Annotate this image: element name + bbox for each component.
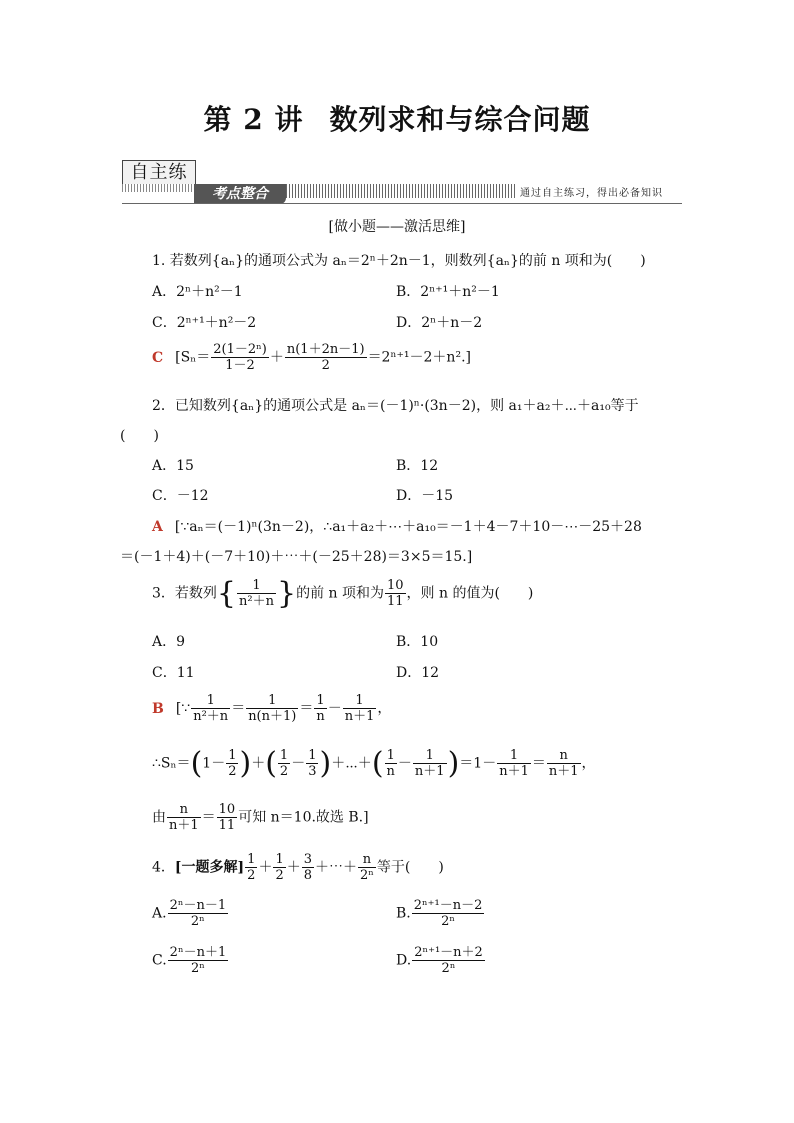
q4-tag: [一题多解] bbox=[174, 859, 245, 876]
q1-solution bbox=[152, 342, 471, 373]
q4-stem-post: 等于( ) bbox=[376, 859, 444, 876]
q4-option-d-num: 2ⁿ⁺¹－n＋2 bbox=[414, 945, 483, 960]
q4-option-a-num: 2ⁿ－n－1 bbox=[169, 898, 227, 913]
q4-frac3-den: 8 bbox=[303, 868, 313, 883]
q3-s2-plus1: ＋ bbox=[251, 755, 266, 772]
q3-s1-minus: － bbox=[327, 700, 342, 717]
q4-frac1-den: 2 bbox=[247, 868, 256, 883]
q4-option-d bbox=[396, 945, 486, 976]
q3-s3-frac2-num: 10 bbox=[218, 802, 236, 817]
q3-s1-eq2: ＝ bbox=[299, 700, 314, 717]
q4-p1: ＋ bbox=[258, 859, 273, 876]
q4-frac1 bbox=[245, 852, 257, 883]
q4-frac4 bbox=[358, 852, 376, 883]
paren-open: ( bbox=[190, 745, 203, 781]
q3-s2-eq: ＝1－ bbox=[459, 755, 497, 772]
right-brace: } bbox=[276, 575, 297, 611]
q2-sol-line1-text: [∵aₙ＝(－1)ⁿ(3n－2)，∴a₁＋a₂＋⋯＋a₁₀＝－1＋4－7＋10－⋯－25＋28 bbox=[174, 519, 642, 535]
q3-s3-frac1 bbox=[167, 802, 201, 833]
q1-frac-1 bbox=[211, 342, 269, 373]
q4-option-a-label: A. bbox=[152, 905, 167, 922]
q3-s1-frac1-num: 1 bbox=[191, 693, 230, 709]
paren-close: ) bbox=[239, 745, 252, 781]
left-brace: { bbox=[216, 575, 237, 611]
paren-open: ( bbox=[265, 745, 277, 781]
q1-option-d: D．2ⁿ＋n－2 bbox=[396, 315, 483, 331]
q3-s2-frac-b1-num: 1 bbox=[279, 748, 289, 763]
q3-s1-frac2-den: n(n＋1) bbox=[248, 709, 297, 724]
q3-stem-frac-den: n²＋n bbox=[239, 594, 274, 609]
q2-option-b: B．12 bbox=[396, 458, 439, 474]
q3-s3-frac2 bbox=[217, 802, 238, 833]
q3-s3-frac2-den: 11 bbox=[218, 818, 236, 833]
q3-s2-frac-b2-den: 3 bbox=[308, 764, 317, 779]
q3-s2-frac-a-den: 2 bbox=[228, 764, 237, 779]
q4-frac3 bbox=[302, 852, 314, 883]
lecture-number: 第 2 讲 bbox=[203, 103, 304, 136]
q4-frac4-den: 2ⁿ bbox=[360, 868, 374, 883]
q4-option-c-num: 2ⁿ－n＋1 bbox=[169, 945, 227, 960]
q1-sol-plus: ＋ bbox=[269, 349, 284, 366]
q3-s3-frac1-num: n bbox=[167, 802, 201, 818]
q4-option-a-den: 2ⁿ bbox=[190, 914, 205, 929]
q3-s2-frac-e-den: n＋1 bbox=[548, 764, 579, 779]
q3-stem-frac-num: 1 bbox=[237, 578, 276, 594]
q3-option-a: A．9 bbox=[152, 634, 186, 650]
q3-s1-frac3-num: 1 bbox=[314, 693, 326, 709]
q3-stem-post: ，则 n 的值为( ) bbox=[406, 585, 534, 602]
q4-option-b bbox=[396, 898, 485, 929]
q3-stem-mid: 的前 n 项和为 bbox=[296, 585, 384, 602]
section-subtitle: [做小题——激活思维] bbox=[328, 219, 466, 235]
q3-stem-pre: 3．若数列 bbox=[152, 585, 217, 602]
q1-frac-2 bbox=[285, 342, 367, 373]
q3-s1-frac3-den: n bbox=[316, 709, 325, 724]
q3-s2-frac-d bbox=[497, 748, 531, 779]
q4-option-c-den: 2ⁿ bbox=[190, 961, 205, 976]
q3-s2-plus2: ＋⋯＋ bbox=[331, 755, 372, 772]
q2-stem-line2: ( ) bbox=[120, 428, 159, 444]
q3-s1-post: ， bbox=[377, 700, 392, 717]
q3-s3-pre: 由 bbox=[152, 809, 166, 826]
banner-note: 通过自主练习，得出必备知识 bbox=[520, 188, 663, 199]
q3-s1-frac1-den: n²＋n bbox=[193, 709, 229, 724]
paren-close: ) bbox=[319, 745, 332, 781]
q1-option-c: C．2ⁿ⁺¹＋n²－2 bbox=[152, 315, 257, 331]
q4-option-d-frac bbox=[412, 945, 485, 976]
q4-option-b-den: 2ⁿ bbox=[441, 914, 456, 929]
q4-option-d-label: D. bbox=[396, 952, 412, 969]
q4-option-b-num: 2ⁿ⁺¹－n－2 bbox=[413, 898, 483, 913]
q4-option-a-frac bbox=[168, 898, 229, 929]
q3-s2-frac-c1 bbox=[385, 748, 397, 779]
q3-s2-frac-a bbox=[226, 748, 238, 779]
banner-stripes bbox=[286, 184, 516, 198]
lecture-topic: 数列求和与综合问题 bbox=[329, 103, 591, 136]
section-banner bbox=[122, 160, 682, 206]
banner-rule bbox=[122, 203, 682, 204]
q2-option-a: A．15 bbox=[152, 458, 194, 474]
q3-s2-frac-b1 bbox=[278, 748, 290, 779]
q4-frac2-num: 1 bbox=[275, 852, 284, 867]
q3-option-b: B．10 bbox=[396, 634, 439, 650]
q3-s2-frac-d-den: n＋1 bbox=[499, 764, 529, 779]
q1-option-b: B．2ⁿ⁺¹＋n²－1 bbox=[396, 284, 500, 300]
q3-s1-pre: [∵ bbox=[175, 700, 191, 717]
q3-s2-frac-a-num: 1 bbox=[228, 748, 237, 763]
q1-frac-1-num: 2(1－2ⁿ) bbox=[213, 342, 267, 357]
q3-s1-frac4 bbox=[343, 693, 377, 724]
q3-s2-pre: ∴Sₙ＝ bbox=[152, 755, 191, 772]
q4-frac3-num: 3 bbox=[303, 852, 313, 867]
q3-solution-line1 bbox=[152, 693, 391, 724]
q4-option-c-label: C. bbox=[152, 952, 167, 969]
q3-option-c: C．11 bbox=[152, 665, 195, 681]
q4-frac4-num: n bbox=[358, 852, 376, 868]
q3-s1-frac2-num: 1 bbox=[246, 693, 298, 709]
q1-frac-2-num: n(1＋2n－1) bbox=[286, 342, 365, 357]
paren-open: ( bbox=[371, 745, 384, 781]
q1-answer: C bbox=[152, 349, 164, 366]
q4-option-a bbox=[152, 898, 229, 929]
q3-s1-frac1 bbox=[191, 693, 230, 724]
q3-s2-post: ， bbox=[581, 755, 596, 772]
q2-solution-line2: ＝(－1＋4)＋(－7＋10)＋⋯＋(－25＋28)＝3×5＝15.] bbox=[120, 549, 473, 565]
q3-s2-frac-b2-num: 1 bbox=[308, 748, 317, 763]
q4-frac2-den: 2 bbox=[275, 868, 284, 883]
q4-p2: ＋ bbox=[286, 859, 301, 876]
q2-solution-line1 bbox=[152, 516, 642, 536]
q4-option-b-frac bbox=[412, 898, 485, 929]
q4-frac1-num: 1 bbox=[247, 852, 256, 867]
q3-s2-frac-c2-den: n＋1 bbox=[414, 764, 445, 779]
q1-sol-pre: [Sₙ＝ bbox=[175, 349, 211, 366]
q3-stem-frac2 bbox=[385, 578, 406, 609]
q3-stem-frac bbox=[237, 578, 276, 609]
q1-stem: 1. 若数列{aₙ}的通项公式为 aₙ＝2ⁿ＋2n－1，则数列{aₙ}的前 n 项和为( ) bbox=[152, 253, 646, 269]
q4-p3: ＋⋯＋ bbox=[315, 859, 358, 876]
q3-stem-frac2-num: 10 bbox=[387, 578, 404, 593]
q2-option-c: C．－12 bbox=[152, 488, 209, 504]
q4-stem bbox=[152, 852, 444, 883]
q3-s1-frac2 bbox=[246, 693, 298, 724]
q3-solution-line3 bbox=[152, 802, 369, 833]
banner-tag: 考点整合 bbox=[194, 184, 286, 204]
q3-s1-eq1: ＝ bbox=[231, 700, 246, 717]
q3-stem bbox=[152, 575, 534, 611]
page-title bbox=[0, 98, 794, 138]
q4-option-c-frac bbox=[168, 945, 229, 976]
q3-s2-a: 1－ bbox=[202, 755, 226, 772]
q3-s2-frac-e bbox=[547, 748, 581, 779]
q3-s2-frac-e-num: n bbox=[547, 748, 581, 764]
q3-s1-frac3 bbox=[314, 693, 326, 724]
banner-stripes-left bbox=[122, 184, 194, 192]
q3-s2-frac-c2-num: 1 bbox=[413, 748, 447, 764]
q2-stem-line1: 2．已知数列{aₙ}的通项公式是 aₙ＝(－1)ⁿ·(3n－2)，则 a₁＋a₂＋⋯＋a₁₀等于 bbox=[152, 398, 639, 414]
q1-frac-2-den: 2 bbox=[321, 358, 330, 373]
q3-s2-bminus: － bbox=[291, 755, 306, 772]
q4-option-b-label: B. bbox=[396, 905, 411, 922]
q3-solution-line2 bbox=[152, 745, 596, 781]
q4-stem-pre: 4． bbox=[152, 859, 175, 876]
q1-option-a: A．2ⁿ＋n²－1 bbox=[152, 284, 243, 300]
q3-answer: B bbox=[152, 700, 164, 717]
q3-s2-cminus: － bbox=[397, 755, 412, 772]
banner-label: 自主练 bbox=[122, 160, 196, 186]
q1-sol-post: ＝2ⁿ⁺¹－2＋n².] bbox=[367, 349, 471, 366]
q4-frac2 bbox=[273, 852, 285, 883]
q3-option-d: D．12 bbox=[396, 665, 440, 681]
q4-option-c bbox=[152, 945, 229, 976]
q3-s1-frac4-den: n＋1 bbox=[344, 709, 375, 724]
q3-s2-frac-c1-num: 1 bbox=[385, 748, 397, 764]
q3-stem-frac2-den: 11 bbox=[387, 594, 404, 609]
q1-frac-1-den: 1－2 bbox=[225, 358, 255, 373]
q3-s1-frac4-num: 1 bbox=[343, 693, 377, 709]
q3-s2-frac-d-num: 1 bbox=[497, 748, 531, 764]
q3-s3-eq: ＝ bbox=[201, 809, 216, 826]
q3-s3-frac1-den: n＋1 bbox=[169, 818, 199, 833]
q3-s2-frac-b1-den: 2 bbox=[279, 764, 289, 779]
q3-s3-post: 可知 n＝10.故选 B.] bbox=[238, 809, 369, 826]
q3-s2-frac-c2 bbox=[413, 748, 447, 779]
q2-answer: A bbox=[152, 519, 163, 535]
q3-s2-eq2: ＝ bbox=[531, 755, 546, 772]
q3-s2-frac-b2 bbox=[306, 748, 318, 779]
q2-option-d: D．－15 bbox=[396, 488, 454, 504]
q3-s2-frac-c1-den: n bbox=[386, 764, 395, 779]
paren-close: ) bbox=[447, 745, 460, 781]
q4-option-d-den: 2ⁿ bbox=[441, 961, 456, 976]
